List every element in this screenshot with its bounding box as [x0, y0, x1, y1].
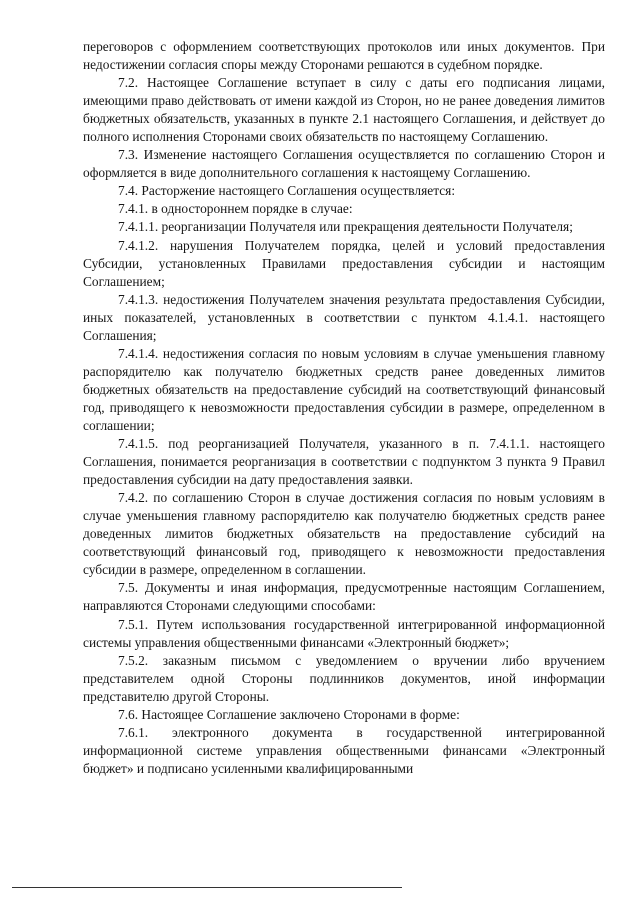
paragraph-7-4-1: 7.4.1. в одностороннем порядке в случае: — [118, 201, 353, 217]
paragraph-7-4-1-3: 7.4.1.3. недостижения Получателем значения результата предоставления Субсидии, иных показателей, установленных в соответствии с пунктом 4.1.4.1. настоящего Соглашения; — [83, 291, 605, 343]
paragraph-7-4-1-2: 7.4.1.2. нарушения Получателем порядка, целей и условий предоставления Субсидии, установленных Правилами предоставления субсидии и настоящим Соглашением; — [83, 237, 605, 289]
paragraph-7-4-1-5: 7.4.1.5. под реорганизацией Получателя, указанного в п. 7.4.1.1. настоящего Соглашения, понимается реорганизация в соответствии с подпунктом 3 пункта 9 Правил предоставления субсидии на дату предоставления заявки. — [83, 436, 605, 488]
paragraph-7-4-2: 7.4.2. по соглашению Сторон в случае достижения согласия по новым условиям в случае уменьшения главному распорядителю как получателю бюджетных средств ранее доведенных лимитов бюджетных обязательств на предоставление субсидий на соответствующий финансовый год, приводящего к невозможности предоставления субсидии в размере, определенном в соглашении. — [83, 490, 605, 578]
footnote-separator-line — [12, 887, 402, 888]
paragraph-7-2: 7.2. Настоящее Соглашение вступает в силу с даты его подписания лицами, имеющими право действовать от имени каждой из Сторон, но не ранее доведения лимитов бюджетных обязательств, указанных в пункте 2.1 настоящего Соглашения, и действует до полного исполнения Сторонами своих обязательств по настоящему Соглашению. — [83, 75, 605, 145]
paragraph-7-5-2: 7.5.2. заказным письмом с уведомлением о вручении либо вручением представителем одной Стороны подлинников документов, иной информации представителю другой Стороны. — [83, 652, 605, 704]
paragraph-7-6-1: 7.6.1. электронного документа в государственной интегрированной информационной системе управления общественными финансами «Электронный бюджет» и подписано усиленными квалифицированными — [83, 724, 605, 776]
paragraph-7-4: 7.4. Расторжение настоящего Соглашения осуществляется: — [118, 183, 456, 199]
paragraph-7-4-1-1: 7.4.1.1. реорганизации Получателя или прекращения деятельности Получателя; — [118, 219, 573, 235]
paragraph-7-3: 7.3. Изменение настоящего Соглашения осуществляется по соглашению Сторон и оформляется в виде дополнительного соглашения к настоящему Соглашению. — [83, 147, 605, 181]
paragraph-7-5: 7.5. Документы и иная информация, предусмотренные настоящим Соглашением, направляются Сторонами следующими способами: — [83, 580, 605, 614]
paragraph-7-4-1-4: 7.4.1.4. недостижения согласия по новым условиям в случае уменьшения главному распорядителю как получателю бюджетных средств ранее доведенных лимитов бюджетных обязательств на предоставление субсидий на соответствующий финансовый год, приводящего к невозможности предоставления субсидии в размере, определенном в соглашении; — [83, 345, 605, 433]
paragraph-continuation: переговоров с оформлением соответствующих протоколов или иных документов. При недостижении согласия споры между Сторонами решаются в судебном порядке. — [83, 39, 605, 73]
paragraph-7-6: 7.6. Настоящее Соглашение заключено Сторонами в форме: — [118, 706, 460, 722]
paragraph-7-5-1: 7.5.1. Путем использования государственной интегрированной информационной системы управления общественными финансами «Электронный бюджет»; — [83, 616, 605, 650]
